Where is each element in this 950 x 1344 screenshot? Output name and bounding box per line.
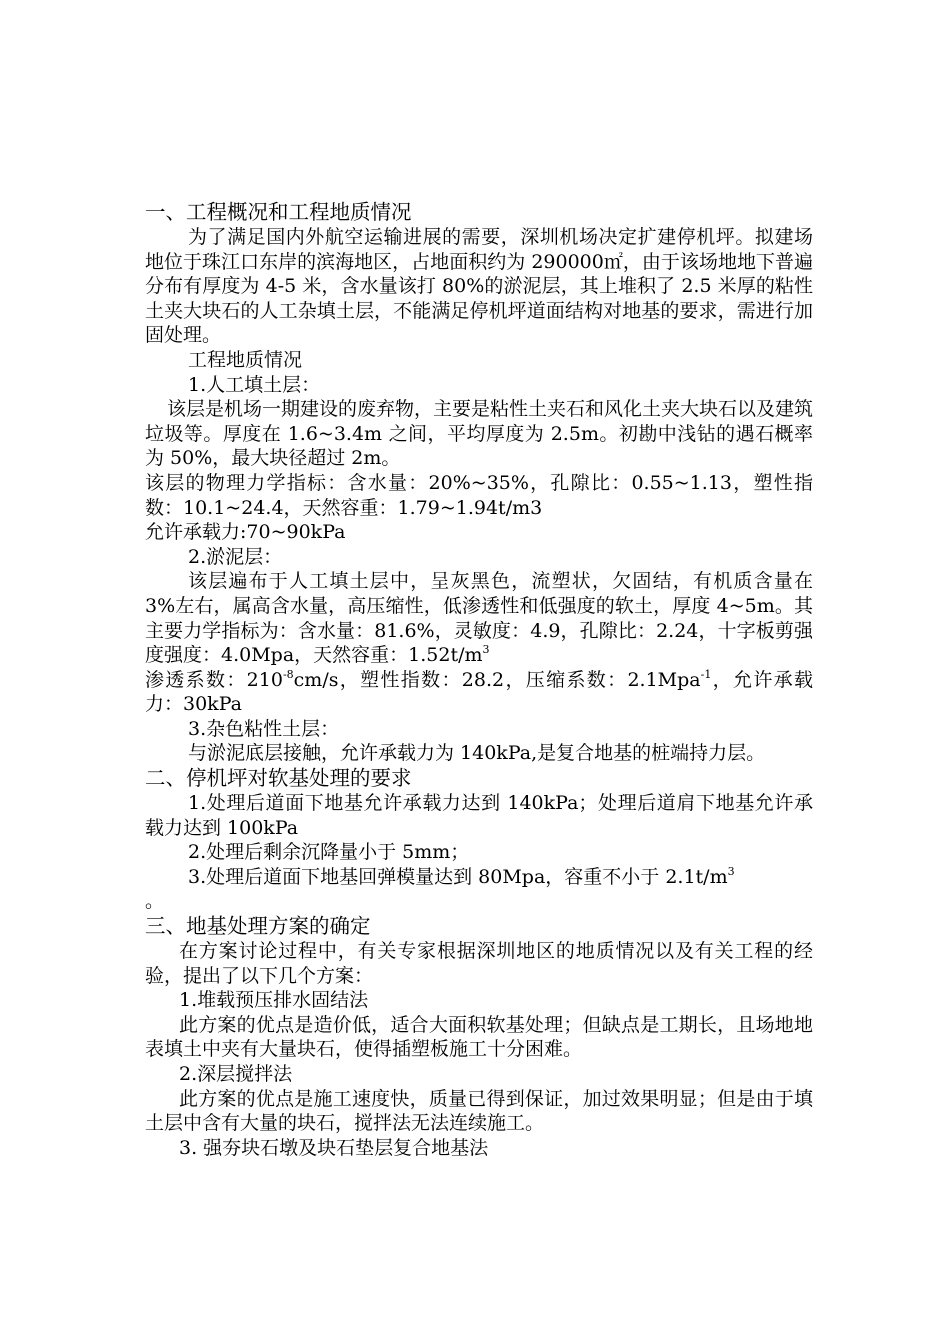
layer3-body: 与淤泥底层接触，允许承载力为 140kPa,是复合地基的桩端持力层。 (188, 742, 766, 765)
section2-heading: 二、停机坪对软基处理的要求 (145, 766, 412, 791)
layer2-perm-sup1: -8 (282, 667, 294, 681)
requirement-3-text: 3.处理后道面下地基回弹模量达到 80Mpa，容重不小于 2.1t/m (188, 865, 728, 888)
requirement-3-tail: 。 (145, 890, 165, 913)
layer2-perm-a: 渗透系数：210 (145, 668, 283, 691)
layer2-perm-b: cm/s，塑性指数：28.2，压缩系数：2.1Mpa (293, 668, 701, 691)
section1-intro: 为了满足国内外航空运输进展的需要，深圳机场决定扩建停机坪。拟建场地位于珠江口东岸的滨海地区，占地面积约为 290000㎡，由于该场地地下普遍分布有厚度为 4-5 米，含水量该打 80%的淤泥层，其上堆积了 2.5 米厚的粘性土夹大块石的人工杂填土层，不能满足停机坪道面结构对地基的要求，需进行加固处理。 (145, 226, 813, 347)
requirement-1: 1.处理后道面下地基允许承载力达到 140kPa；处理后道肩下地基允许承载力达到 100kPa (145, 792, 813, 839)
section1-heading: 一、工程概况和工程地质情况 (145, 200, 412, 224)
section3-intro: 在方案讨论过程中，有关专家根据深圳地区的地质情况以及有关工程的经验，提出了以下几个方案： (145, 940, 813, 987)
section3-heading: 三、地基处理方案的确定 (145, 914, 371, 939)
layer2-permeability (145, 668, 813, 717)
layer1-capacity: 允许承载力:70~90kPa (145, 521, 346, 544)
layer2-body-sup: 3 (482, 643, 490, 657)
geo-title: 工程地质情况 (188, 348, 303, 371)
method1-body: 此方案的优点是造价低，适合大面积软基处理；但缺点是工期长，且场地地表填土中夹有大量块石，使得插塑板施工十分困难。 (145, 1013, 813, 1061)
layer1-body: 该层是机场一期建设的废弃物，主要是粘性土夹石和风化土夹大块石以及建筑垃圾等。厚度在 1.6~3.4m 之间，平均厚度为 2.5m。初勘中浅钻的遇石概率为 50%，最大块径超过 2m。 (145, 398, 814, 470)
requirement-3-sup: 3 (727, 864, 735, 878)
method2-title: 2.深层搅拌法 (179, 1063, 293, 1085)
layer2-perm-sup2: -1 (700, 667, 712, 681)
layer2-perm-c: ，允许承载力：30kPa (145, 668, 813, 716)
layer2-title: 2.淤泥层： (188, 545, 283, 568)
layer2-body-text: 该层遍布于人工填土层中，呈灰黑色，流塑状，欠固结，有机质含量在 3%左右，属高含水量，高压缩性，低渗透性和低强度的软土，厚度 4~5m。其主要力学指标为：含水量：81.6%，灵敏度：4.9，孔隙比：2.24，十字板剪强度强度：4.0Mpa，天然容重：1.52t/m (145, 570, 813, 667)
layer2-body (145, 569, 813, 667)
layer3-title: 3.杂色粘性土层： (188, 717, 340, 740)
method1-title: 1.堆载预压排水固结法 (179, 989, 369, 1012)
document-page (145, 200, 813, 1160)
method2-body: 此方案的优点是施工速度快，质量已得到保证，加过效果明显；但是由于填土层中含有大量的块石，搅拌法无法连续施工。 (145, 1087, 813, 1135)
layer1-props: 该层的物理力学指标：含水量：20%~35%，孔隙比：0.55~1.13，塑性指数：10.1~24.4，天然容重：1.79~1.94t/m3 (145, 471, 813, 519)
layer1-title: 1.人工填土层： (188, 373, 321, 396)
method3-title: 3. 强夯块石墩及块石垫层复合地基法 (179, 1136, 489, 1159)
requirement-3 (145, 865, 813, 914)
requirement-2: 2.处理后剩余沉降量小于 5mm； (188, 841, 470, 864)
